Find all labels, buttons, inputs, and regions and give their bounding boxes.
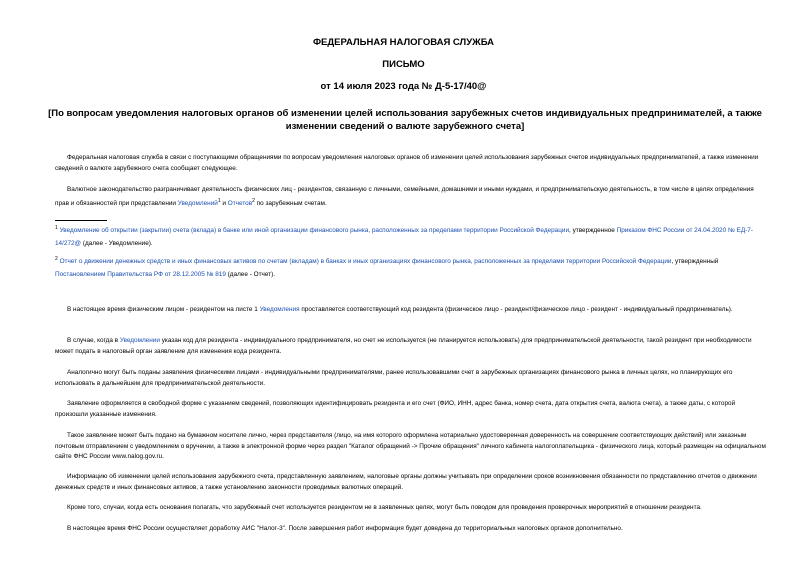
paragraph-3-text-b: проставляется соответствующий код резидента (физическое лицо - резидент/физическое лицо - резидент - индивидуальный предприниматель). bbox=[299, 306, 733, 313]
paragraph-8: Информацию об изменении целей использования зарубежного счета, представленную заявлением, налоговые органы должны учитывать при определении сроков возникновения обязанности по представлению отчетов о движении денежных средств и иных финансовых активов, а также установлению законности проводимых валютных операций. bbox=[55, 473, 757, 491]
document-subject: [По вопросам уведомления налоговых органов об изменении целей использования зарубежных счетов индивидуальных предпринимателей, а также изменении сведений о валюте зарубежного счета] bbox=[48, 108, 762, 132]
paragraph-2 bbox=[55, 185, 767, 209]
footnote-ref-1[interactable]: 1 bbox=[217, 197, 221, 204]
footnote-2-number: 2 bbox=[55, 256, 58, 262]
paragraph-3-text-a: В настоящее время физическим лицом - резидентом на листе 1 bbox=[67, 306, 260, 313]
paragraph-4-text-b: указан код для резидента - индивидуального предпринимателя, но счет не используется (не планируется использовать) для предпринимательской деятельности, такой резидент при необходимости может подать в налоговый орган заявление для изменения кода резидента. bbox=[55, 337, 752, 355]
paragraph-6: Заявление оформляется в свободной форме с указанием сведений, позволяющих идентифицировать резидента и его счет (ФИО, ИНН, адрес банка, номер счета, дата открытия счета, валюта счета), а также даты, с которой произошли указанные изменения. bbox=[55, 400, 736, 418]
document-type: ПИСЬМО bbox=[382, 59, 425, 70]
paragraph-5: Аналогично могут быть поданы заявления физическими лицами - индивидуальными предпринимателями, ранее использовавшими счет в зарубежных организациях финансового рынка в личных целях, но планирующих его использовать в дальнейшем для предпринимательской деятельности. bbox=[55, 369, 733, 387]
footnote-2-link-postanovlenie[interactable]: Постановлением Правительства РФ от 28.12.2005 № 819 bbox=[55, 271, 226, 279]
paragraph-2-text-b: по зарубежным счетам. bbox=[254, 199, 327, 207]
footnote-1-number: 1 bbox=[55, 225, 58, 231]
footnote-1-link-prikaz[interactable]: Приказом ФНС России от 24.04.2020 № ЕД-7-14/272@ bbox=[55, 227, 753, 248]
paragraph-4-text-a: В случае, когда в bbox=[67, 337, 120, 344]
footnote-1-mid: , утвержденное bbox=[569, 227, 617, 235]
paragraph-3 bbox=[55, 305, 767, 316]
document-date-number: от 14 июля 2023 года № Д-5-17/40@ bbox=[320, 81, 487, 92]
footnote-2 bbox=[55, 253, 767, 281]
paragraph-2-text-a: Валютное законодательство разграничивает деятельность физических лиц - резидентов, связанную с личными, семейными, домашними и иными нуждами, и предпринимательскую деятельность, в том числе в целях определения прав и обязанностей при представлении bbox=[55, 186, 754, 207]
uvedomlenii-link[interactable]: Уведомлении bbox=[119, 337, 160, 344]
paragraph-10: В настоящее время ФНС России осуществляет доработку АИС "Налог-3". После завершения работ информация будет доведена до территориальных налоговых органов дополнительно. bbox=[67, 525, 623, 532]
footnote-2-mid: , утвержденный bbox=[671, 258, 719, 266]
footnote-1 bbox=[55, 222, 767, 250]
footnote-1-end: (далее - Уведомление). bbox=[81, 240, 153, 248]
footnote-1-link-uvedomlenie[interactable]: Уведомление об открытии (закрытии) счета (вклада) в банке или иной организации финансового рынка, расположенных за пределами территории Российской Федерации bbox=[59, 227, 570, 235]
otchety-link[interactable]: Отчетов bbox=[227, 199, 253, 207]
paragraph-1: Федеральная налоговая служба в связи с поступающими обращениями по вопросам уведомления налоговых органов об изменении целей использования зарубежных счетов индивидуальных предпринимателей, а также изменении сведений о валюте зарубежного счета сообщает следующее. bbox=[55, 154, 759, 172]
paragraph-7: Такое заявление может быть подано на бумажном носителе лично, через представителя (лицо, на имя которого оформлена нотариально удостоверенная доверенность на совершение соответствующих действий) или заказным почтовым отправлением с уведомлением о вручении, а также в электронной форме через раздел "Каталог обращений -> Прочие обращения" личного кабинета налогоплательщика - физического лица, который размещен на официальном сайте ФНС России www.nalog.gov.ru. bbox=[55, 432, 766, 460]
uvedomleniya-sheet-link[interactable]: Уведомления bbox=[259, 306, 300, 313]
footnote-2-link-otchet[interactable]: Отчет о движении денежных средств и иных финансовых активов по счетам (вкладам) в банках и иных организациях финансового рынка, расположенных за пределами территории Российской Федерации bbox=[59, 258, 672, 266]
uvedomleniya-link[interactable]: Уведомлений bbox=[177, 199, 218, 207]
paragraph-4 bbox=[55, 336, 767, 357]
footnote-ref-2[interactable]: 2 bbox=[252, 197, 255, 204]
agency-title: ФЕДЕРАЛЬНАЯ НАЛОГОВАЯ СЛУЖБА bbox=[312, 37, 495, 48]
paragraph-9: Кроме того, случаи, когда есть основания полагать, что зарубежный счет используется резидентом не в заявленных целях, могут быть поводом для проведения проверочных мероприятий в отношении резидента. bbox=[67, 504, 702, 511]
paragraph-2-and: и bbox=[220, 199, 228, 207]
footnote-2-end: (далее - Отчет). bbox=[225, 271, 275, 279]
footnote-divider bbox=[55, 220, 107, 221]
